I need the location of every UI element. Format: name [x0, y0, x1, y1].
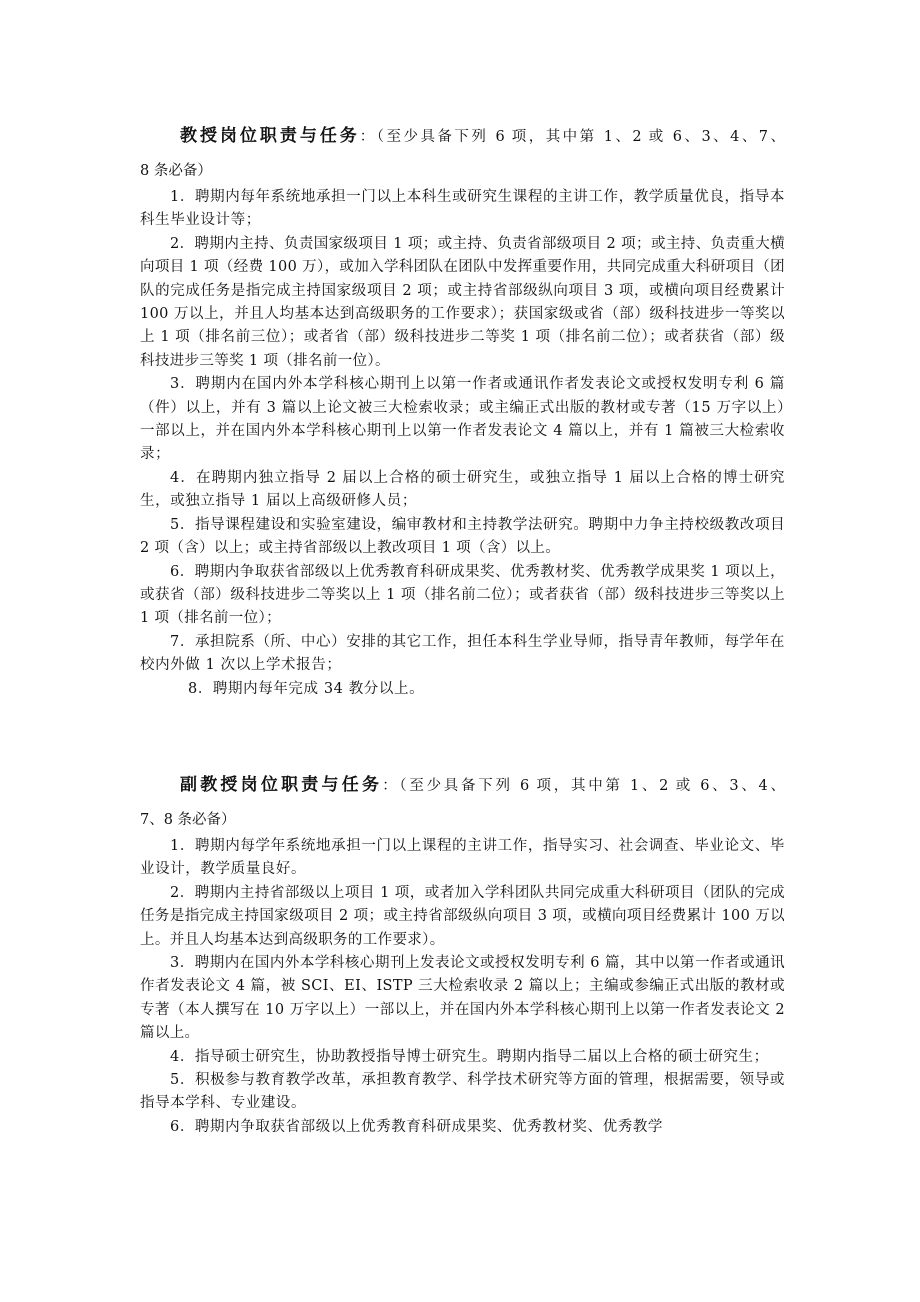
associate-professor-item-4: 4．指导硕士研究生，协助教授指导博士研究生。聘期内指导二届以上合格的硕士研究生； — [170, 1048, 769, 1065]
professor-note-line2: 8 条必备） — [140, 163, 212, 179]
associate-professor-item-1: 1．聘期内每学年系统地承担一门以上课程的主讲工作，指导实习、社会调查、毕业论文、毕业设计，教学质量良好。 — [140, 838, 785, 878]
professor-title: 教授岗位职责与任务 — [180, 126, 360, 146]
professor-item-5: 5．指导课程建设和实验室建设，编审教材和主持教学法研究。聘期中力争主持校级教改项目 2 项（含）以上；或主持省部级以上教改项目 1 项（含）以上。 — [140, 516, 785, 557]
associate-professor-note-line1: ：（至少具备下列 6 项，其中第 1、2 或 6、3、4、 — [382, 778, 785, 794]
associate-professor-heading — [140, 772, 785, 799]
associate-professor-item-6: 6．聘期内争取获省部级以上优秀教育科研成果奖、优秀教材奖、优秀教学 — [170, 1118, 664, 1135]
professor-item-1: 1．聘期内每年系统地承担一门以上本科生或研究生课程的主讲工作，教学质量优良，指导本科生毕业设计等； — [140, 189, 785, 229]
associate-professor-item-3: 3．聘期内在国内外本学科核心期刊上发表论文或授权发明专利 6 篇，其中以第一作者或通讯作者发表论文 4 篇，被 SCI、EI、ISTP 三大检索收录 2 篇以上；主编或参编正式出版的教材或专著（本人撰写在 10 万字以上）一部以上，并在国内外本学科核心期刊上以第一作者发表论文 2 篇以上。 — [140, 955, 785, 1042]
associate-professor-note-line2: 7、8 条必备） — [140, 812, 236, 828]
professor-item-7: 7．承担院系（所、中心）安排的其它工作，担任本科生学业导师，指导青年教师，每学年在校内外做 1 次以上学术报告； — [140, 633, 785, 674]
associate-professor-title: 副教授岗位职责与任务 — [180, 775, 383, 795]
professor-item-3: 3．聘期内在国内外本学科核心期刊上以第一作者或通讯作者发表论文或授权发明专利 6 篇（件）以上，并有 3 篇以上论文被三大检索收录；或主编正式出版的教材或专著（15 万字以上）一部以上，并在国内外本学科核心期刊上以第一作者发表论文 4 篇以上，并有 1 篇被三大检索收录； — [140, 376, 785, 463]
professor-item-2: 2．聘期内主持、负责国家级项目 1 项；或主持、负责省部级项目 2 项；或主持、负责重大横向项目 1 项（经费 100 万），或加入学科团队在团队中发挥重要作用，共同完成重大科研项目（团队的完成任务是指完成主持国家级项目 2 项；或主持省部级纵向项目 3 项，或横向项目经费累计 100 万以上，并且人均基本达到高级职务的工作要求）；获国家级或省（部）级科技进步一等奖以上 1 项（排名前三位）；或者省（部）级科技进步二等奖 1 项（排名前二位）；或者获省（部）级科技进步三等奖 1 项（排名前一位）。 — [140, 235, 785, 369]
professor-item-8: 8．聘期内每年完成 34 教分以上。 — [188, 680, 425, 697]
professor-item-6: 6．聘期内争取获省部级以上优秀教育科研成果奖、优秀教材奖、优秀教学成果奖 1 项以上，或获省（部）级科技进步二等奖以上 1 项（排名前二位）；或者获省（部）级科技进步三等奖以上 1 项（排名前一位）； — [140, 563, 785, 627]
professor-item-4: 4．在聘期内独立指导 2 届以上合格的硕士研究生，或独立指导 1 届以上合格的博士研究生，或独立指导 1 届以上高级研修人员； — [140, 469, 785, 510]
professor-section — [140, 123, 785, 701]
professor-note-line1: ：（至少具备下列 6 项，其中第 1、2 或 6、3、4、7、 — [359, 129, 785, 145]
associate-professor-item-2: 2．聘期内主持省部级以上项目 1 项，或者加入学科团队共同完成重大科研项目（团队的完成任务是指完成主持国家级项目 2 项；或主持省部级纵向项目 3 项，或横向项目经费累计 100 万以上。并且人均基本达到高级职务的工作要求）。 — [140, 884, 785, 948]
associate-professor-section — [140, 772, 785, 1139]
professor-heading — [140, 123, 785, 150]
associate-professor-item-5: 5．积极参与教育教学改革，承担教育教学、科学技术研究等方面的管理，根据需要，领导或指导本学科、专业建设。 — [140, 1072, 785, 1112]
